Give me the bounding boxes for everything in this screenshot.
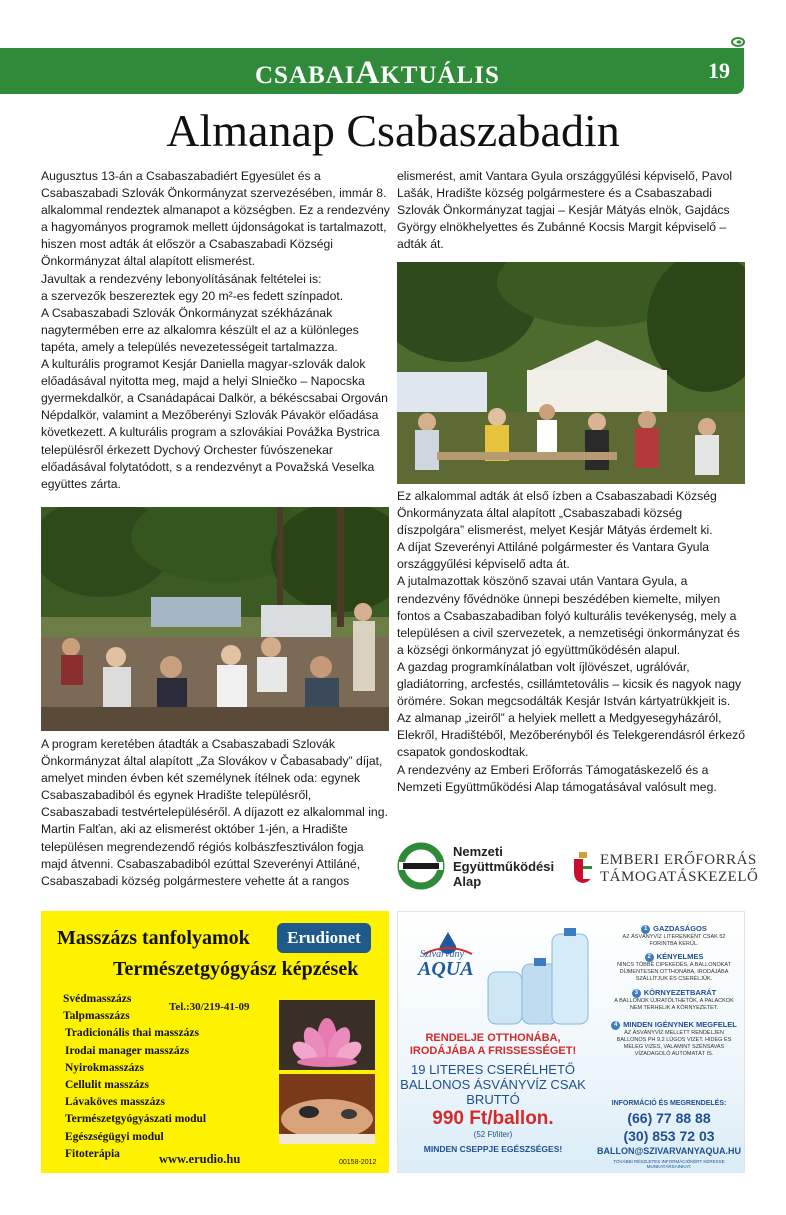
info-label: INFORMÁCIÓ ÉS MEGRENDELÉS: (611, 1100, 727, 1107)
section-title: CSABAIAKTUÁLIS (255, 55, 500, 91)
mineral-water-ad (397, 911, 745, 1173)
paragraph: A jutalmazottak köszönő szavai után Vantara Gyula, a rendezvény fővédnöke ünnepi beszédében kiemelte, milyen fontos a Csabaszabadiban folyó kulturális tevékenység, mely a településen a civil szervezetek, a nemzetiségi önkormányzat és a községi önkormányzat jó együttműködésén alapul. (397, 574, 740, 657)
slogan-red: RENDELJE OTTHONÁBA, IRODÁJÁBA A FRISSESSÉGET! (409, 1032, 577, 1057)
price-per-liter: (52 Ft/liter) (473, 1130, 513, 1139)
article-column-left (41, 168, 391, 493)
paragraph: Augusztus 13-án a Csabaszabadiért Egyesület és a Csabaszabadi Szlovák Önkormányzat szervezésében, immár 8. alkalommal rendeztek almanapot a községben. Ez a rendezvény a hagyományos programok mellett újdonságokat is tartalmazott, hiszen most adták át először a Csabaszabadi Községi Önkormányzat által alapított elismerést. (41, 169, 390, 269)
paragraph: Az almanap „izeiről” a helyiek mellett a Medgyesegyházáról, Elekről, Hradištéből, Mezőberényből és Telekgerendásról érkező csapatok gondoskodtak. (397, 711, 745, 760)
paragraph: Javultak a rendezvény lebonyolításának feltételei is: (41, 271, 322, 286)
ad-website: www.erudio.hu (159, 1152, 241, 1166)
note: TOVÁBBI RÉSZLETES INFORMÁCIÓKÉRT KERESSE MUNKATÁRSAINKAT. (613, 1159, 725, 1169)
stage-photo (397, 262, 745, 484)
lotus-flower-image (279, 1000, 375, 1070)
erudionet-logo: Erudionet (277, 923, 371, 953)
slogan-blue: 19 LITERES CSERÉLHETŐ BALLONOS ÁSVÁNYVÍZ CSAK BRUTTÓ (400, 1062, 586, 1107)
course-list (63, 991, 206, 1163)
paragraph: A díjat Szeverényi Attiláné polgármester és Vantara Gyula országgyűlési képviselő adta át. (397, 540, 710, 572)
hungarian-crest-icon (572, 852, 594, 884)
water-bottles-image (482, 928, 592, 1028)
nea-text: Nemzeti Együttműködési Alap (453, 844, 555, 889)
list-item: Egészségügyi modul (65, 1130, 164, 1143)
list-item: Fitoterápia (65, 1147, 120, 1160)
paragraph: Ez alkalommal adták át első ízben a Csabaszabadi Község Önkormányzata által alapított „Csabaszabadi község díszpolgára” elismerést, melyet Kesjár Mátyás érdemelt ki. (397, 489, 717, 538)
phone-2: (30) 853 72 03 (623, 1128, 715, 1144)
brand-top: Szivárvány (420, 949, 464, 960)
paragraph: A rendezvény az Emberi Erőforrás Támogatáskezelő és a Nemzeti Együttműködési Alap támogatásával valósult meg. (397, 762, 717, 794)
feature-1: 1 GAZDASÁGOS AZ ÁSVÁNYVÍZ LITERENKÉNT CSAK 52 FORINTBA KERÜL. (622, 924, 726, 947)
article-column-right (397, 168, 745, 253)
paragraph: a szervezők beszereztek egy 20 m²-es fedett színpadot. (41, 288, 344, 303)
feature-2: 2 KÉNYELMES NINCS TÖBBÉ CIPEKEDÉS, A BALLONOKAT DÍJMENTESEN OTTHONÁBA, IRODÁJÁBA SZÁLLÍTJUK ÉS CSERÉLJÜK. (616, 952, 732, 982)
paragraph: elismerést, amit Vantara Gyula országgyűlési képviselő, Pavol Lašák, Hradište község polgármestere és a Csabaszabadi Szlovák Önkormányzat tagjai – Kesjár Mátyás elnök, Gajdács György elnökhelyettes és Zubánné Kocsis Margit képviselő – adták át. (397, 169, 733, 252)
page-number: 19 (708, 58, 730, 83)
ad-subtitle: Természetgyógyász képzések (113, 958, 359, 980)
ad-title: Masszázs tanfolyamok (57, 927, 250, 949)
article-column-left-bottom (41, 736, 391, 890)
feature-3: 3 KÖRNYEZETBARÁT A BALLONOK ÚJRATÖLTHETŐK, A PALACKOK NEM TERHELIK A KÖRNYEZETET. (614, 988, 734, 1011)
swirl-icon (730, 36, 746, 48)
crowd-photo (41, 507, 389, 731)
slogan-bottom: MINDEN CSEPPJE EGÉSZSÉGES! (423, 1144, 563, 1154)
brand-name: AQUA (418, 958, 474, 980)
nea-mark-icon (397, 842, 445, 890)
nemzeti-egyuttmukodesi-alap-logo (397, 838, 567, 894)
list-item: Cellulit masszázs (65, 1079, 150, 1092)
paragraph: A gazdag programkínálatban volt íjlövészet, ugrálóvár, gladiátorring, arcfestés, csillámtetovális – kicsik és nagyok nagy örömére. Sokan megcsodálták Kesjár István kártyatrükkjeit is. (397, 659, 742, 709)
ad-phone: Tel.:30/219-41-09 (169, 1001, 250, 1013)
article-title: Almanap Csabaszabadin (166, 105, 620, 156)
eet-text: EMBERI ERŐFORRÁS TÁMOGATÁSKEZELŐ (600, 852, 759, 885)
price: 990 Ft/ballon. (432, 1108, 554, 1129)
list-item: Irodai manager masszázs (65, 1044, 190, 1057)
list-item: Nyirokmasszázs (65, 1061, 145, 1074)
massage-course-ad (41, 911, 389, 1173)
list-item: Tradicionális thai masszázs (65, 1027, 199, 1040)
email: BALLON@SZIVARVANYAQUA.HU (597, 1146, 741, 1156)
ad-code: 00158-2012 (339, 1159, 377, 1166)
list-item: Talpmasszázs (63, 1010, 130, 1023)
paragraph: A program keretében átadták a Csabaszabadi Szlovák Önkormányzat által alapított „Za Slovákov v Čabasabady” díjat, amelyet minden évben két személynek ítélnek oda: egynek Csabaszabadiból és egynek Hradište településről, Csabaszabadi testvértelepüléséről. A díjazott ez alkalommal ing. Martin Falťan, aki az elismerést október 1-jén, a Hradište településen megrendezendő régiós kolbászfesztiválon fogja majd átvenni. Csabaszabadiból ezúttal Szeverényi Attiláné, Csabaszabadi község polgármestere vehette át a rangos (41, 737, 388, 888)
list-item: Lávaköves masszázs (65, 1096, 165, 1109)
list-item: Svédmasszázs (63, 993, 132, 1005)
massage-image (279, 1074, 375, 1144)
paragraph: A kulturális programot Kesjár Daniella magyar-szlovák dalok előadásával nyitotta meg, majd a helyi Slniečko – Napocska gyermekdalkör, a Csanádapácai Dalkör, a békéscsabai Orgován Népdalkör, valamint a Mezőberényi Szlovák Pávakör előadása következett. A kulturális program a szlovákiai Povážka Bystrica településről érkezett Dychový Orchester fúvószenekar előadásával folytatódott, s a rendezvényt a Považská Veselka együttes zárta. (41, 357, 388, 491)
list-item: Természetgyógyászati modul (65, 1113, 207, 1126)
emberi-eroforras-logo (572, 848, 759, 892)
paragraph: A Csabaszabadi Szlovák Önkormányzat székházának nagytermében erre az alkalomra készült el az a különleges tapéta, amely a település nevezetességeit tartalmazza. (41, 305, 359, 354)
phone-1: (66) 77 88 88 (627, 1110, 711, 1126)
article-column-right-bottom (397, 488, 745, 796)
feature-4: 4 MINDEN IGÉNYNEK MEGFELEL AZ ÁSVÁNYVÍZ MELLETT RENDELJEN BALLONOS PH 9,2 LÚGOS VIZET. HIDEG ÉS MELEG VIZES, VALAMINT SZÉNSAVAS VÍZADAGOLÓ AUTOMATÁT IS. (610, 1020, 738, 1058)
